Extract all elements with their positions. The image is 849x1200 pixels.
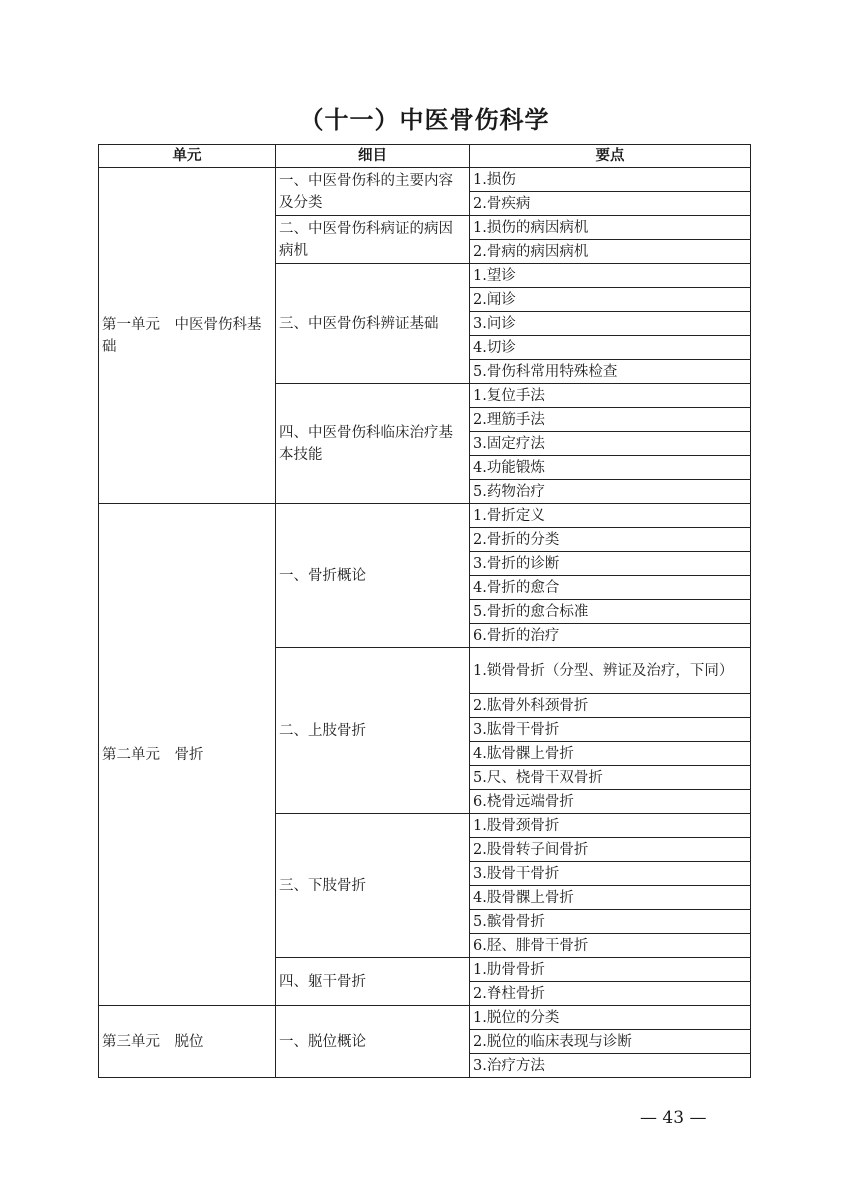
table-row <box>99 168 751 192</box>
key-point-cell: 3.肱骨干骨折 <box>470 718 751 742</box>
key-point-cell: 5.骨折的愈合标准 <box>470 600 751 624</box>
key-point-cell: 5.尺、桡骨干双骨折 <box>470 766 751 790</box>
key-point-cell: 6.骨折的治疗 <box>470 624 751 648</box>
key-point-cell: 1.股骨颈骨折 <box>470 814 751 838</box>
key-point-cell: 5.骨伤科常用特殊检查 <box>470 360 751 384</box>
key-point-cell: 2.闻诊 <box>470 288 751 312</box>
syllabus-table <box>98 144 751 1078</box>
key-point-cell: 5.药物治疗 <box>470 480 751 504</box>
key-point-cell: 1.复位手法 <box>470 384 751 408</box>
key-point-cell: 4.肱骨髁上骨折 <box>470 742 751 766</box>
key-point-cell: 4.功能锻炼 <box>470 456 751 480</box>
sub-item-cell: 一、脱位概论 <box>276 1006 470 1078</box>
header-sub: 细目 <box>276 145 470 168</box>
key-point-cell: 6.胫、腓骨干骨折 <box>470 934 751 958</box>
header-points: 要点 <box>470 145 751 168</box>
sub-item-cell: 四、中医骨伤科临床治疗基本技能 <box>276 384 470 504</box>
key-point-cell: 3.骨折的诊断 <box>470 552 751 576</box>
key-point-cell: 6.桡骨远端骨折 <box>470 790 751 814</box>
key-point-cell: 5.髌骨骨折 <box>470 910 751 934</box>
key-point-cell: 2.理筋手法 <box>470 408 751 432</box>
key-point-cell: 1.骨折定义 <box>470 504 751 528</box>
key-point-cell: 3.股骨干骨折 <box>470 862 751 886</box>
table-row <box>99 1006 751 1030</box>
sub-item-cell: 三、中医骨伤科辨证基础 <box>276 264 470 384</box>
key-point-cell: 3.固定疗法 <box>470 432 751 456</box>
key-point-cell: 2.股骨转子间骨折 <box>470 838 751 862</box>
key-point-cell: 3.问诊 <box>470 312 751 336</box>
table-row <box>99 504 751 528</box>
key-point-cell: 2.骨病的病因病机 <box>470 240 751 264</box>
sub-item-cell: 四、躯干骨折 <box>276 958 470 1006</box>
key-point-cell: 1.肋骨骨折 <box>470 958 751 982</box>
key-point-cell: 4.切诊 <box>470 336 751 360</box>
key-point-cell: 1.锁骨骨折（分型、辨证及治疗，下同） <box>470 648 751 694</box>
sub-item-cell: 二、中医骨伤科病证的病因病机 <box>276 216 470 264</box>
key-point-cell: 2.肱骨外科颈骨折 <box>470 694 751 718</box>
sub-item-cell: 一、中医骨伤科的主要内容及分类 <box>276 168 470 216</box>
page-number: — 43 — <box>640 1108 707 1128</box>
key-point-cell: 1.损伤的病因病机 <box>470 216 751 240</box>
key-point-cell: 2.骨疾病 <box>470 192 751 216</box>
key-point-cell: 2.脊柱骨折 <box>470 982 751 1006</box>
page-title: （十一）中医骨伤科学 <box>299 106 550 134</box>
unit-cell: 第三单元 脱位 <box>99 1006 276 1078</box>
table-header-row <box>99 145 751 168</box>
unit-cell: 第一单元 中医骨伤科基础 <box>99 168 276 504</box>
key-point-cell: 1.脱位的分类 <box>470 1006 751 1030</box>
sub-item-cell: 一、骨折概论 <box>276 504 470 648</box>
key-point-cell: 4.股骨髁上骨折 <box>470 886 751 910</box>
table-body <box>99 168 751 1078</box>
header-unit: 单元 <box>99 145 276 168</box>
key-point-cell: 2.脱位的临床表现与诊断 <box>470 1030 751 1054</box>
key-point-cell: 1.望诊 <box>470 264 751 288</box>
sub-item-cell: 二、上肢骨折 <box>276 648 470 814</box>
unit-cell: 第二单元 骨折 <box>99 504 276 1006</box>
key-point-cell: 2.骨折的分类 <box>470 528 751 552</box>
key-point-cell: 4.骨折的愈合 <box>470 576 751 600</box>
sub-item-cell: 三、下肢骨折 <box>276 814 470 958</box>
key-point-cell: 1.损伤 <box>470 168 751 192</box>
key-point-cell: 3.治疗方法 <box>470 1054 751 1078</box>
